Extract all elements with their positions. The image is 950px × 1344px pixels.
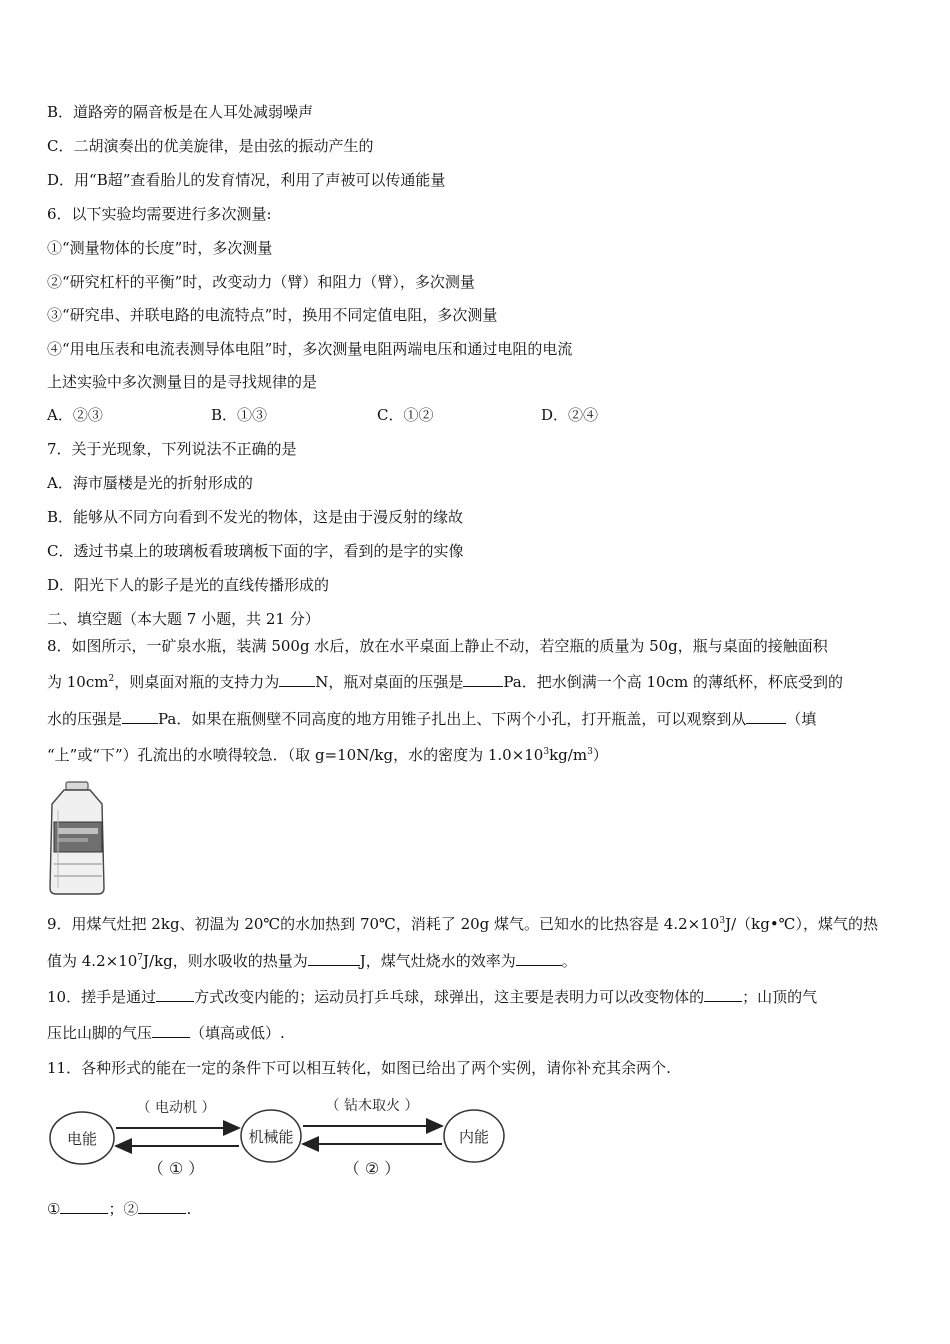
q6-option-b: B．①③	[211, 406, 268, 424]
label-blank-2: （ ② ）	[343, 1159, 401, 1178]
q10-line-1: 10．搓手是通过 方式改变内能的；运动员打乒乓球，球弹出，这主要是表明力可以改变物体的 ；山顶的气	[47, 988, 818, 1006]
q6-option-d: D．②④	[541, 406, 599, 424]
q6-option-a: A．②③	[47, 406, 103, 424]
q11-stem: 11．各种形式的能在一定的条件下可以相互转化，如图已给出了两个实例，请你补充其余两个.	[47, 1059, 671, 1077]
q7-option-a: A．海市蜃楼是光的折射形成的	[47, 474, 253, 492]
q7-option-c: C．透过书桌上的玻璃板看玻璃板下面的字，看到的是字的实像	[47, 542, 464, 560]
q6-option-c: C．①②	[377, 406, 434, 424]
q5-option-c: C．二胡演奏出的优美旋律，是由弦的振动产生的	[47, 137, 374, 155]
q8-blank-water-pressure[interactable]	[122, 709, 158, 724]
q8-line-1: 8．如图所示，一矿泉水瓶，装满 500g 水后，放在水平桌面上静止不动，若空瓶的质量为 50g，瓶与桌面的接触面积	[47, 637, 828, 655]
q11-blank-2[interactable]	[138, 1199, 186, 1214]
q8-blank-hole[interactable]	[746, 709, 786, 724]
q10-line-2: 压比山脚的气压 （填高或低）.	[47, 1024, 285, 1042]
q6-item-1: ①“测量物体的长度”时，多次测量	[47, 239, 273, 257]
q6-item-2: ②“研究杠杆的平衡”时，改变动力（臂）和阻力（臂），多次测量	[47, 273, 475, 291]
q7-option-d: D．阳光下人的影子是光的直线传播形成的	[47, 576, 330, 594]
q11-blank-1[interactable]	[60, 1199, 108, 1214]
q10-blank-effect[interactable]	[704, 987, 742, 1002]
q6-item-4: ④“用电压表和电流表测导体电阻”时，多次测量电阻两端电压和通过电阻的电流	[47, 340, 573, 358]
q9-line-2: 值为 $4.2\times 10^7J/kg$，则水吸收的热量为 J，煤气灶烧水的效率为 。	[47, 952, 577, 970]
q6-item-3: ③“研究串、并联电路的电流特点”时，换用不同定值电阻，多次测量	[47, 306, 498, 324]
q9-blank-efficiency[interactable]	[516, 951, 562, 966]
label-drill-fire: （ 钻木取火 ）	[325, 1098, 419, 1114]
label-motor: （ 电动机 ）	[136, 1100, 216, 1116]
q9-blank-heat[interactable]	[308, 951, 360, 966]
node-mechanical-label: 机械能	[248, 1128, 294, 1146]
water-bottle-figure	[44, 780, 112, 898]
q7-option-b: B．能够从不同方向看到不发光的物体，这是由于漫反射的缘故	[47, 508, 464, 526]
q5-option-b: B．道路旁的隔音板是在人耳处减弱噪声	[47, 103, 314, 121]
q7-stem: 7．关于光现象，下列说法不正确的是	[47, 440, 297, 458]
node-electric-label: 电能	[66, 1130, 98, 1148]
q6-question: 上述实验中多次测量目的是寻找规律的是	[47, 373, 318, 391]
q6-stem: 6．以下实验均需要进行多次测量:	[47, 205, 272, 223]
q11-answer-line: ① ；② .	[47, 1200, 192, 1218]
q5-option-d: D．用“B超”查看胎儿的发育情况，利用了声被可以传通能量	[47, 171, 446, 189]
q10-blank-method[interactable]	[156, 987, 194, 1002]
q8-line-4: “上”或“下”）孔流出的水喷得较急．（取 g=10N/kg，水的密度为 $1.0\times 10^3kg/m^3$）	[47, 746, 608, 764]
section-title: 二、填空题（本大题 7 小题，共 21 分）	[47, 610, 320, 628]
node-internal-label: 内能	[458, 1128, 490, 1146]
q8-blank-force[interactable]	[279, 672, 315, 687]
q8-blank-pressure[interactable]	[463, 672, 503, 687]
q8-line-3: 水的压强是 Pa．如果在瓶侧壁不同高度的地方用锥子扎出上、下两个小孔，打开瓶盖，可以观察到从 （填	[47, 710, 817, 728]
q9-line-1: 9．用煤气灶把 2kg、初温为 20℃的水加热到 70℃，消耗了 20g 煤气。已知水的比热容是 $4.2\times 10^3J/(kg•℃)$，煤气的热	[47, 915, 878, 933]
q8-line-2: 为 $10cm^2$，则桌面对瓶的支持力为 N，瓶对桌面的压强是 Pa．把水倒满一个高 10cm 的薄纸杯，杯底受到的	[47, 673, 843, 691]
q10-blank-pressure[interactable]	[152, 1023, 190, 1038]
label-blank-1: （ ① ）	[147, 1159, 205, 1178]
energy-conversion-diagram	[44, 1090, 514, 1190]
